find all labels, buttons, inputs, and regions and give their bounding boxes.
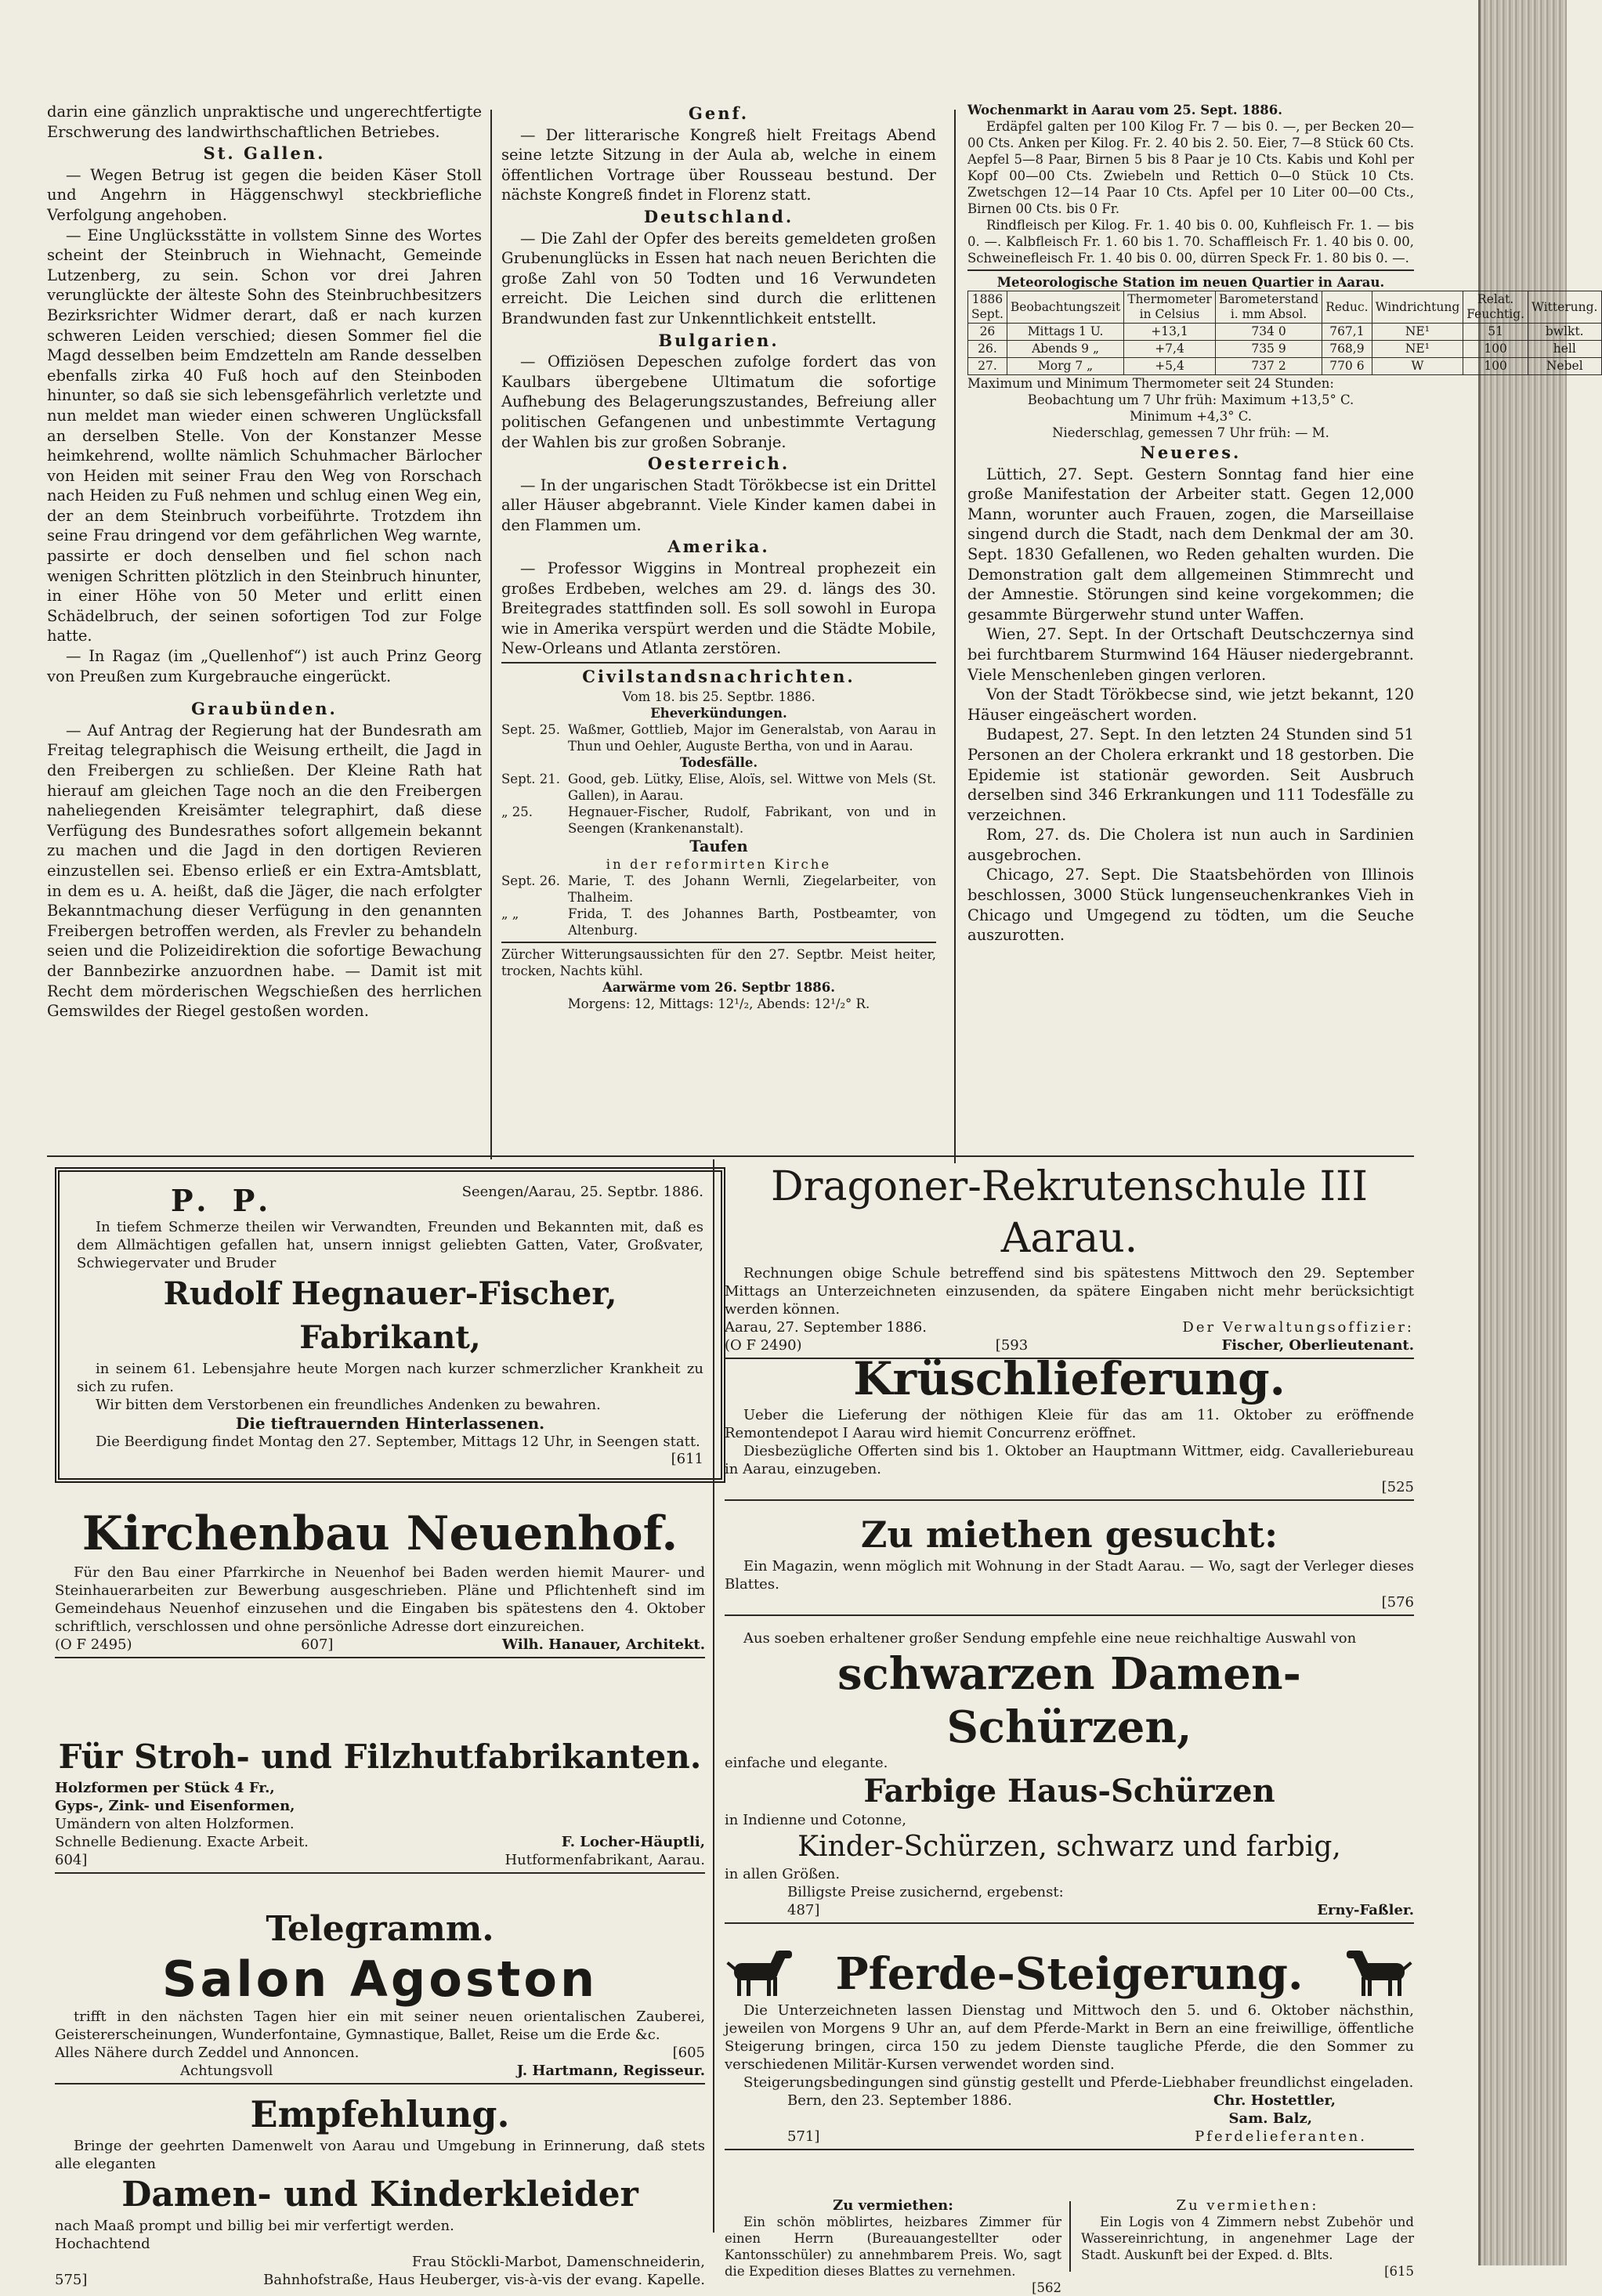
- ad-headline: Dragoner-Rekrutenschule III Aarau.: [770, 1163, 1369, 1262]
- ad-divider: [1069, 2201, 1071, 2272]
- column-2: [501, 102, 936, 1012]
- section-heading: Neueres.: [1140, 443, 1242, 462]
- article-text: — In der ungarischen Stadt Törökbecse ist ein Drittel aller Häuser abgebrannt. Viele Kinder kamen dabei in den Flammen um.: [501, 475, 936, 534]
- ad-number: 487]: [787, 1902, 820, 1918]
- ad-number: [525: [1381, 1479, 1414, 1495]
- ad-text: Die Unterzeichneten lassen Dienstag und Mittwoch den 5. und 6. Oktober nächsthin, jeweilen von Morgens 9 Uhr an, auf dem Pferde-Markt in Bern an eine freiwillige, öffentliche Steigerung bringen, circa 150 zu jedem Dienste taugliche Pferde, die den Sommer zu verschiedenen Militär-Kursen verwendet worden sind.: [725, 2002, 1414, 2073]
- ad-signature: Pferdelieferanten.: [1195, 2128, 1367, 2145]
- ad-headline: Zu miethen gesucht:: [860, 1513, 1278, 1556]
- ad-signature: Sam. Balz,: [1228, 2110, 1312, 2127]
- ad-subheadline: Farbige Haus-Schürzen: [863, 1773, 1275, 1810]
- column-divider: [490, 110, 492, 1159]
- meteo-note: Niederschlag, gemessen 7 Uhr früh: — M.: [1052, 425, 1329, 440]
- ad-column-divider: [713, 1159, 714, 2233]
- ad-text: Rechnungen obige Schule betreffend sind bis spätestens Mittwoch den 29. September Mittags an Unterzeichneten einzusenden, da spätere Eingaben nicht mehr berücksichtigt werden können.: [725, 1265, 1414, 1318]
- article-text: — Auf Antrag der Regierung hat der Bundesrath am Freitag telegraphisch die Weisung ertheilt, die Jagd in den Freibergen zu schließen. Der Kleine Rath hat hierauf am gleichen Tage noch an die den Freibergen naheliegenden Kreisämter telegraphirt, daß diese Verfügung des Bundesrathes sofort allgemein bekannt zu machen und die Jagd in den dortigen Revieren einzustellen sei. Ebenso erließ er ein Extra-Amtsblatt, in dem es u. A. heißt, daß die Jäger, die nach erfolgter Bekanntmachung dieser Verfügung in den genannten Freibergen betroffen werden, als Frevler zu behandeln seien und die Polizeidirektion die sofortige Bewachung der Bannbezirke anzuordnen habe. — Damit ist mit Recht dem mörderischen Wegschießen des herrlichen Gemswildes der Riegel gestoßen worden.: [47, 721, 482, 1021]
- aar-temp-values: Morgens: 12, Mittags: 12¹/₂, Abends: 12¹/₂° R.: [567, 996, 870, 1012]
- ad-headline: Für Stroh- und Filzhutfabrikanten.: [58, 1737, 702, 1776]
- ad-signature: F. Locher-Häuptli,: [561, 1834, 705, 1850]
- meteo-note: Minimum +4,3° C.: [1129, 409, 1253, 424]
- schuerzen-ad: [725, 1629, 1414, 1927]
- civil-heading: Civilstandsnachrichten.: [582, 667, 855, 687]
- section-heading: Oesterreich.: [647, 454, 790, 474]
- news-item: Von der Stadt Törökbecse sind, wie jetzt bekannt, 120 Häuser eingeäschert worden.: [967, 685, 1414, 724]
- news-item: Lüttich, 27. Sept. Gestern Sonntag fand hier eine große Manifestation der Arbeiter statt. Gegen 12,000 Mann, worunter auch Frauen, zogen, die Marseillaise singend durch die Stadt, nach dem Denkmal der am 30. Sept. 1830 Gefallenen, wo Reden gehalten wurden. Die Demonstration galt dem allgemeinen Stimmrecht und der Amnestie. Störungen sind keine vorgekommen; die gesammte Bürgerwehr stund unter Waffen.: [967, 465, 1414, 624]
- ad-signature: Wilh. Hanauer, Architekt.: [501, 1636, 705, 1653]
- article-text: — In Ragaz (im „Quellenhof“) ist auch Prinz Georg von Preußen zum Kurgebrauche eingerückt.: [47, 647, 482, 685]
- article-text: — Der litterarische Kongreß hielt Freitags Abend seine letzte Sitzung in der Aula ab, welche in einem öffentlichen Vortrage über Rousseau bestund. Der nächste Kongreß findet in Florenz statt.: [501, 125, 936, 204]
- divider: [501, 662, 936, 663]
- divider: [47, 1155, 1414, 1157]
- article-text: darin eine gänzlich unpraktische und ungerechtfertigte Erschwerung des landwirthschaftlichen Betriebes.: [47, 103, 482, 141]
- article-text: — Professor Wiggins in Montreal prophezeit ein großes Erdbeben, welches am 29. d. längs des 30. Breitegrades stattfinden soll. Es soll sowohl in Europa wie in Amerika verspürt werden und die Städte Mobile, New-Orleans und Atlanta zerstören.: [501, 559, 936, 658]
- ad-headline: Zu vermiethen:: [1176, 2197, 1319, 2214]
- ad-code: (O F 2490): [725, 1337, 802, 1354]
- ad-headline: Krüschlieferung.: [853, 1352, 1286, 1405]
- ad-subheadline: Kinder-Schürzen, schwarz und farbig,: [797, 1831, 1341, 1863]
- market-heading: Wochenmarkt in Aarau vom 25. Sept. 1886.: [967, 103, 1282, 118]
- ad-line: Billigste Preise zusichernd, ergebenst:: [787, 1884, 1064, 1900]
- ad-signature: Hutformenfabrikant, Aarau.: [504, 1852, 705, 1868]
- ad-line: in allen Größen.: [725, 1866, 841, 1882]
- section-heading: St. Gallen.: [203, 143, 326, 164]
- ad-number: [611: [671, 1451, 703, 1467]
- ad-line: Gyps-, Zink- und Eisenformen,: [55, 1798, 295, 1814]
- kirchenbau-ad: [55, 1504, 705, 1661]
- weather-forecast: Zürcher Witterungsaussichten für den 27. Septbr. Meist heiter, trocken, Nachts kühl.: [501, 947, 936, 979]
- civil-entry: Sept. 26. Marie, T. des Johann Wernli, Ziegelarbeiter, von Thalheim.: [501, 873, 936, 906]
- empfehlung-ad: [55, 2092, 705, 2289]
- section-heading: Graubünden.: [191, 699, 338, 719]
- article-text: — Wegen Betrug ist gegen die beiden Käser Stoll und Angehrn in Häggenschwyl steckbriefliche Verfolgung angehoben.: [47, 165, 482, 224]
- section-heading: Deutschland.: [643, 206, 794, 226]
- civil-range: Vom 18. bis 25. Septbr. 1886.: [622, 689, 815, 704]
- ad-signature: Erny-Faßler.: [1317, 1902, 1414, 1918]
- dragoner-ad: [725, 1161, 1414, 1362]
- vermiethen-ad-1: [725, 2197, 1061, 2296]
- column-1: [47, 102, 482, 1021]
- meteo-table: [967, 291, 1602, 375]
- horse-icon: [1343, 1951, 1414, 1998]
- section-heading: Amerika.: [667, 537, 770, 557]
- ad-line: Schnelle Bedienung. Exacte Arbeit.: [55, 1834, 309, 1850]
- ad-signature: Bahnhofstraße, Haus Heuberger, vis-à-vis der evang. Kapelle.: [263, 2272, 705, 2288]
- civil-entry: Sept. 21. Good, geb. Lütky, Elise, Aloïs, sel. Wittwe von Mels (St. Gallen), in Aarau.: [501, 771, 936, 803]
- ad-headline: schwarzen Damen-Schürzen,: [837, 1648, 1301, 1753]
- section-heading: Genf.: [688, 103, 750, 123]
- divider: [967, 269, 1414, 271]
- market-text: Erdäpfel galten per 100 Kilog Fr. 7 — bis 0. —, per Becken 20—00 Cts. Anken per Kilog. Fr. 2. 40 bis 2. 50. Eier, 7—8 Stück 60 Cts. Aepfel 5—8 Paar, Birnen 5 bis 8 Paar je 10 Cts. Kabis und Kohl per Kopf 00—00 Cts. Zwiebeln und Rettich 0—0 Stück 10 Cts. Zwetschgen 12—14 Paar 10 Cts. Apfel per 10 Liter 00—00 Cts., Birnen 00 Cts. bis 0 Fr.: [967, 119, 1414, 216]
- ad-headline: Kirchenbau Neuenhof.: [81, 1506, 678, 1561]
- ad-line: nach Maaß prompt und billig bei mir verfertigt werden.: [55, 2218, 454, 2234]
- ad-text: Bringe der geehrten Damenwelt von Aarau und Umgebung in Erinnerung, daß stets alle eleganten: [55, 2138, 705, 2172]
- ad-headline: Pferde-Steigerung.: [835, 1948, 1304, 2000]
- ad-number: [576: [1381, 1594, 1414, 1611]
- column-divider: [954, 110, 956, 1163]
- miethen-ad: [725, 1512, 1414, 1619]
- ad-number: [615: [1384, 2264, 1414, 2279]
- death-notice: [55, 1167, 725, 1483]
- article-text: — Offiziösen Depeschen zufolge fordert das von Kaulbars übergebene Ultimatum die sofortige Aufhebung des Belagerungszustandes, Befreiung aller politischen Gefangenen und unbestimmte Vertagung der Wahlen bis zur großen Sobranje.: [501, 353, 936, 451]
- news-item: Chicago, 27. Sept. Die Staatsbehörden von Illinois beschlossen, 3000 Stück lungenseuchenkrankes Vieh in Chicago und Umgegend zu tödten, um die Seuche auszurotten.: [967, 866, 1414, 945]
- ad-number: 604]: [55, 1852, 88, 1868]
- tauf-sub: in der reformirten Kirche: [606, 857, 832, 873]
- ad-date: Aarau, 27. September 1886.: [725, 1319, 927, 1336]
- death-text: In tiefem Schmerze theilen wir Verwandten, Freunden und Bekannten mit, daß es dem Allmächtigen gefallen hat, unsern innigst geliebten Gatten, Vater, Großvater, Schwiegervater und Bruder: [77, 1219, 703, 1271]
- deceased-name: Rudolf Hegnauer-Fischer, Fabrikant,: [163, 1275, 617, 1356]
- tod-heading: Todesfälle.: [679, 754, 758, 770]
- ad-number: 571]: [787, 2128, 820, 2145]
- ad-text: Für den Bau einer Pfarrkirche in Neuenhof bei Baden werden hiemit Maurer- und Steinhauerarbeiten zur Bewerbung ausgeschrieben. Pläne und Pflichtenheft sind im Gemeindehaus Neuenhof einzusehen und die Eingaben bis spätestens den 4. Oktober schriftlich, verschlossen und ohne persönliche Adresse dort einzureichen.: [55, 1564, 705, 1635]
- news-item: Rom, 27. ds. Die Cholera ist nun auch in Sardinien ausgebrochen.: [967, 826, 1414, 864]
- ad-text: Ein Magazin, wenn möglich mit Wohnung in der Stadt Aarau. — Wo, sagt der Verleger dieses Blattes.: [725, 1558, 1414, 1593]
- ehe-heading: Eheverkündungen.: [650, 705, 787, 721]
- mourners: Die tieftrauernden Hinterlassenen.: [235, 1414, 545, 1433]
- article-text: — Die Zahl der Opfer des bereits gemeldeten großen Grubenunglücks in Essen hat nach neuen Berichten die große Zahl von 50 Todten und 16 Verwundeten erreicht. Die Leichen sind durch die erlittenen Brandwunden fast zur Unkenntlichkeit entstellt.: [501, 229, 936, 327]
- ad-number: [593: [995, 1337, 1029, 1354]
- stroh-ad: [55, 1735, 705, 1877]
- ad-text: Ein schön möblirtes, heizbares Zimmer für einen Herrn (Bureauangestellter oder Kantonsschüler) zu annehmbarem Preis. Wo, sagt die Expedition dieses Blattes zu vernehmen.: [725, 2215, 1061, 2279]
- ad-signature: Fischer, Oberlieutenant.: [1221, 1337, 1414, 1354]
- ad-headline: Zu vermiethen:: [833, 2197, 953, 2214]
- ad-signature: Frau Stöckli-Marbot, Damenschneiderin,: [411, 2254, 705, 2270]
- ad-headline: Empfehlung.: [250, 2093, 510, 2135]
- ad-text: Ein Logis von 4 Zimmern nebst Zubehör und Wassereinrichtung, in angenehmer Lage der Stadt. Auskunft bei der Exped. d. Blts.: [1081, 2215, 1414, 2262]
- ad-line: Hochachtend: [55, 2236, 150, 2252]
- news-item: Wien, 27. Sept. In der Ortschaft Deutschczernya sind bei furchtbarem Sturmwind 164 Häuser niedergebrannt. Viele Menschenleben gingen verloren.: [967, 625, 1414, 684]
- table-header-row: 1886 Sept. Beobachtungszeit Thermometer in Celsius Barometerstand i. mm Absol. Reduc. Windrichtung Relat. Feuchtig. Witterung.: [968, 291, 1602, 324]
- civil-entry: „ „ Frida, T. des Johannes Barth, Postbeamter, von Altenburg.: [501, 906, 936, 938]
- pferde-ad: [725, 1947, 1414, 2153]
- ad-text: Steigerungsbedingungen sind günstig gestellt und Pferde-Liebhaber freundlichst eingeladen.: [743, 2074, 1414, 2091]
- article-text: — Eine Unglücksstätte in vollstem Sinne des Wortes scheint der Steinbruch in Wiehnacht, Gemeinde Lutzenberg, zu sein. Schon vor drei Jahren verunglückte der älteste Sohn des Steinbruchbesitzers Bezirksrichter Widmer derart, daß er nach kurzen schweren Leiden verschied; diesen Sommer fiel die Magd desselben beim Emdzetteln am Rande desselben ebenfalls zirka 40 Fuß hoch auf den Steinboden hinunter, so daß sie sich lebensgefährlich verletzte und nun meldet man wieder einen schweren Unglücksfall an derselben Stelle. Von der Konstanzer Messe heimkehrend, wollte nämlich Schuhmacher Bärlocher von Heiden mit seiner Frau den Weg von Rorschach nach Heiden zu Fuß nehmen und schlug einen Weg ein, der an dem Steinbruch vorbeiführte. Trotzdem ihn seine Frau dringend vor dem gefährlichen Weg warnte, passirte er doch denselben und fiel schon nach wenigen Schritten plötzlich in den Steinbruch hinunter, in einer Höhe von 50 Meter und erlitt einen Schädelbruch, der seinen sofortigen Tod zur Folge hatte.: [47, 226, 482, 645]
- vermiethen-ad-2: [1081, 2197, 1414, 2280]
- newspaper-page: [31, 102, 1598, 2295]
- ad-text: trifft in den nächsten Tagen hier ein mit seiner neuen orientalischen Zauberei, Geistererscheinungen, Wunderfontaine, Gymnastique, Ballet, Reise um die Erde &c.: [55, 2009, 705, 2043]
- ad-signature: Chr. Hostettler,: [1213, 2092, 1336, 2109]
- civil-entry: Sept. 25. Waßmer, Gottlieb, Major im Generalstab, von Aarau in Thun und Oehler, Auguste Bertha, von und in Aarau.: [501, 721, 936, 754]
- ad-number: 575]: [55, 2272, 88, 2288]
- table-row: 26. Abends 9 „ +7,4 735 9 768,9 NE¹ 100 hell: [968, 341, 1602, 358]
- ad-text: Diesbezügliche Offerten sind bis 1. Oktober an Hauptmann Wittmer, eidg. Cavalleriebureau in Aarau, einzugeben.: [725, 1443, 1414, 1477]
- ad-number: [605: [672, 2045, 705, 2061]
- ad-line: Alles Nähere durch Zeddel und Annoncen.: [55, 2045, 360, 2061]
- meat-prices: Rindfleisch per Kilog. Fr. 1. 40 bis 0. 00, Kuhfleisch Fr. 1. — bis 0. —. Kalbfleisch Fr. 1. 60 bis 1. 70. Schaffleisch Fr. 1. 40 bis 0. 00, Schweinefleisch Fr. 1. 40 bis 0. 00, dürren Speck Fr. 1. 80 bis 0. —.: [967, 218, 1414, 266]
- aar-temp-heading: Aarwärme vom 26. Septbr 1886.: [602, 980, 835, 996]
- funeral-text: Die Beerdigung findet Montag den 27. September, Mittags 12 Uhr, in Seengen statt.: [96, 1434, 700, 1450]
- ad-signature: J. Hartmann, Regisseur.: [516, 2063, 705, 2079]
- ad-subheadline: Damen- und Kinderkleider: [121, 2175, 638, 2215]
- telegramm-ad: [55, 1907, 705, 2088]
- ad-number: 607]: [301, 1636, 334, 1653]
- ad-line: in Indienne und Cotonne,: [725, 1812, 906, 1828]
- tauf-heading: Taufen: [689, 837, 748, 855]
- ad-code: (O F 2495): [55, 1636, 132, 1653]
- ad-signature: Der Verwaltungsoffizier:: [1182, 1319, 1414, 1336]
- column-3: [967, 102, 1598, 946]
- death-text: in seinem 61. Lebensjahre heute Morgen nach kurzer schmerzlicher Krankheit zu sich zu rufen.: [77, 1361, 703, 1395]
- pp-heading: P. P.: [171, 1183, 277, 1218]
- kruesch-ad: [725, 1351, 1414, 1504]
- ad-line: Achtungsvoll: [180, 2063, 273, 2079]
- table-row: 26 Mittags 1 U. +13,1 734 0 767,1 NE¹ 51 bwlkt.: [968, 324, 1602, 341]
- civil-entry: „ 25. Hegnauer-Fischer, Rudolf, Fabrikant, von und in Seengen (Krankenanstalt).: [501, 804, 936, 836]
- ad-line: Holzformen per Stück 4 Fr.,: [55, 1780, 275, 1796]
- salon-name: Salon Agoston: [161, 1951, 598, 2008]
- divider: [501, 942, 936, 943]
- table-row: 27. Morg 7 „ +5,4 737 2 770 6 W 100 Nebel: [968, 358, 1602, 375]
- meteo-heading: Meteorologische Station im neuen Quartier in Aarau.: [996, 275, 1385, 290]
- meteo-note: Beobachtung um 7 Uhr früh: Maximum +13,5° C.: [1027, 392, 1354, 407]
- ad-line: Umändern von alten Holzformen.: [55, 1816, 295, 1832]
- section-heading: Bulgarien.: [658, 330, 779, 350]
- news-item: Budapest, 27. Sept. In den letzten 24 Stunden sind 51 Personen an der Cholera erkrankt und 18 gestorben. Die Epidemie ist stationär geworden. Seit Ausbruch derselben sind 346 Erkrankungen und 111 Todesfälle zu verzeichnen.: [967, 725, 1414, 824]
- meteo-note: Maximum und Minimum Thermometer seit 24 Stunden:: [967, 376, 1334, 391]
- ad-date: Bern, den 23. September 1886.: [787, 2092, 1012, 2109]
- ad-text: Aus soeben erhaltener großer Sendung empfehle eine neue reichhaltige Auswahl von: [743, 1630, 1357, 1647]
- ad-line: einfache und elegante.: [725, 1755, 888, 1771]
- ad-number: [562: [1032, 2280, 1061, 2295]
- horse-icon: [725, 1951, 795, 1998]
- ad-text: Ueber die Lieferung der nöthigen Kleie für das am 11. Oktober zu eröffnende Remontendepot I Aarau wird hiemit Concurrenz eröffnet.: [725, 1407, 1414, 1441]
- ad-headline: Telegramm.: [266, 1909, 494, 1949]
- death-text: Wir bitten dem Verstorbenen ein freundliches Andenken zu bewahren.: [96, 1397, 601, 1413]
- death-place: Seengen/Aarau, 25. Septbr. 1886.: [461, 1184, 703, 1200]
